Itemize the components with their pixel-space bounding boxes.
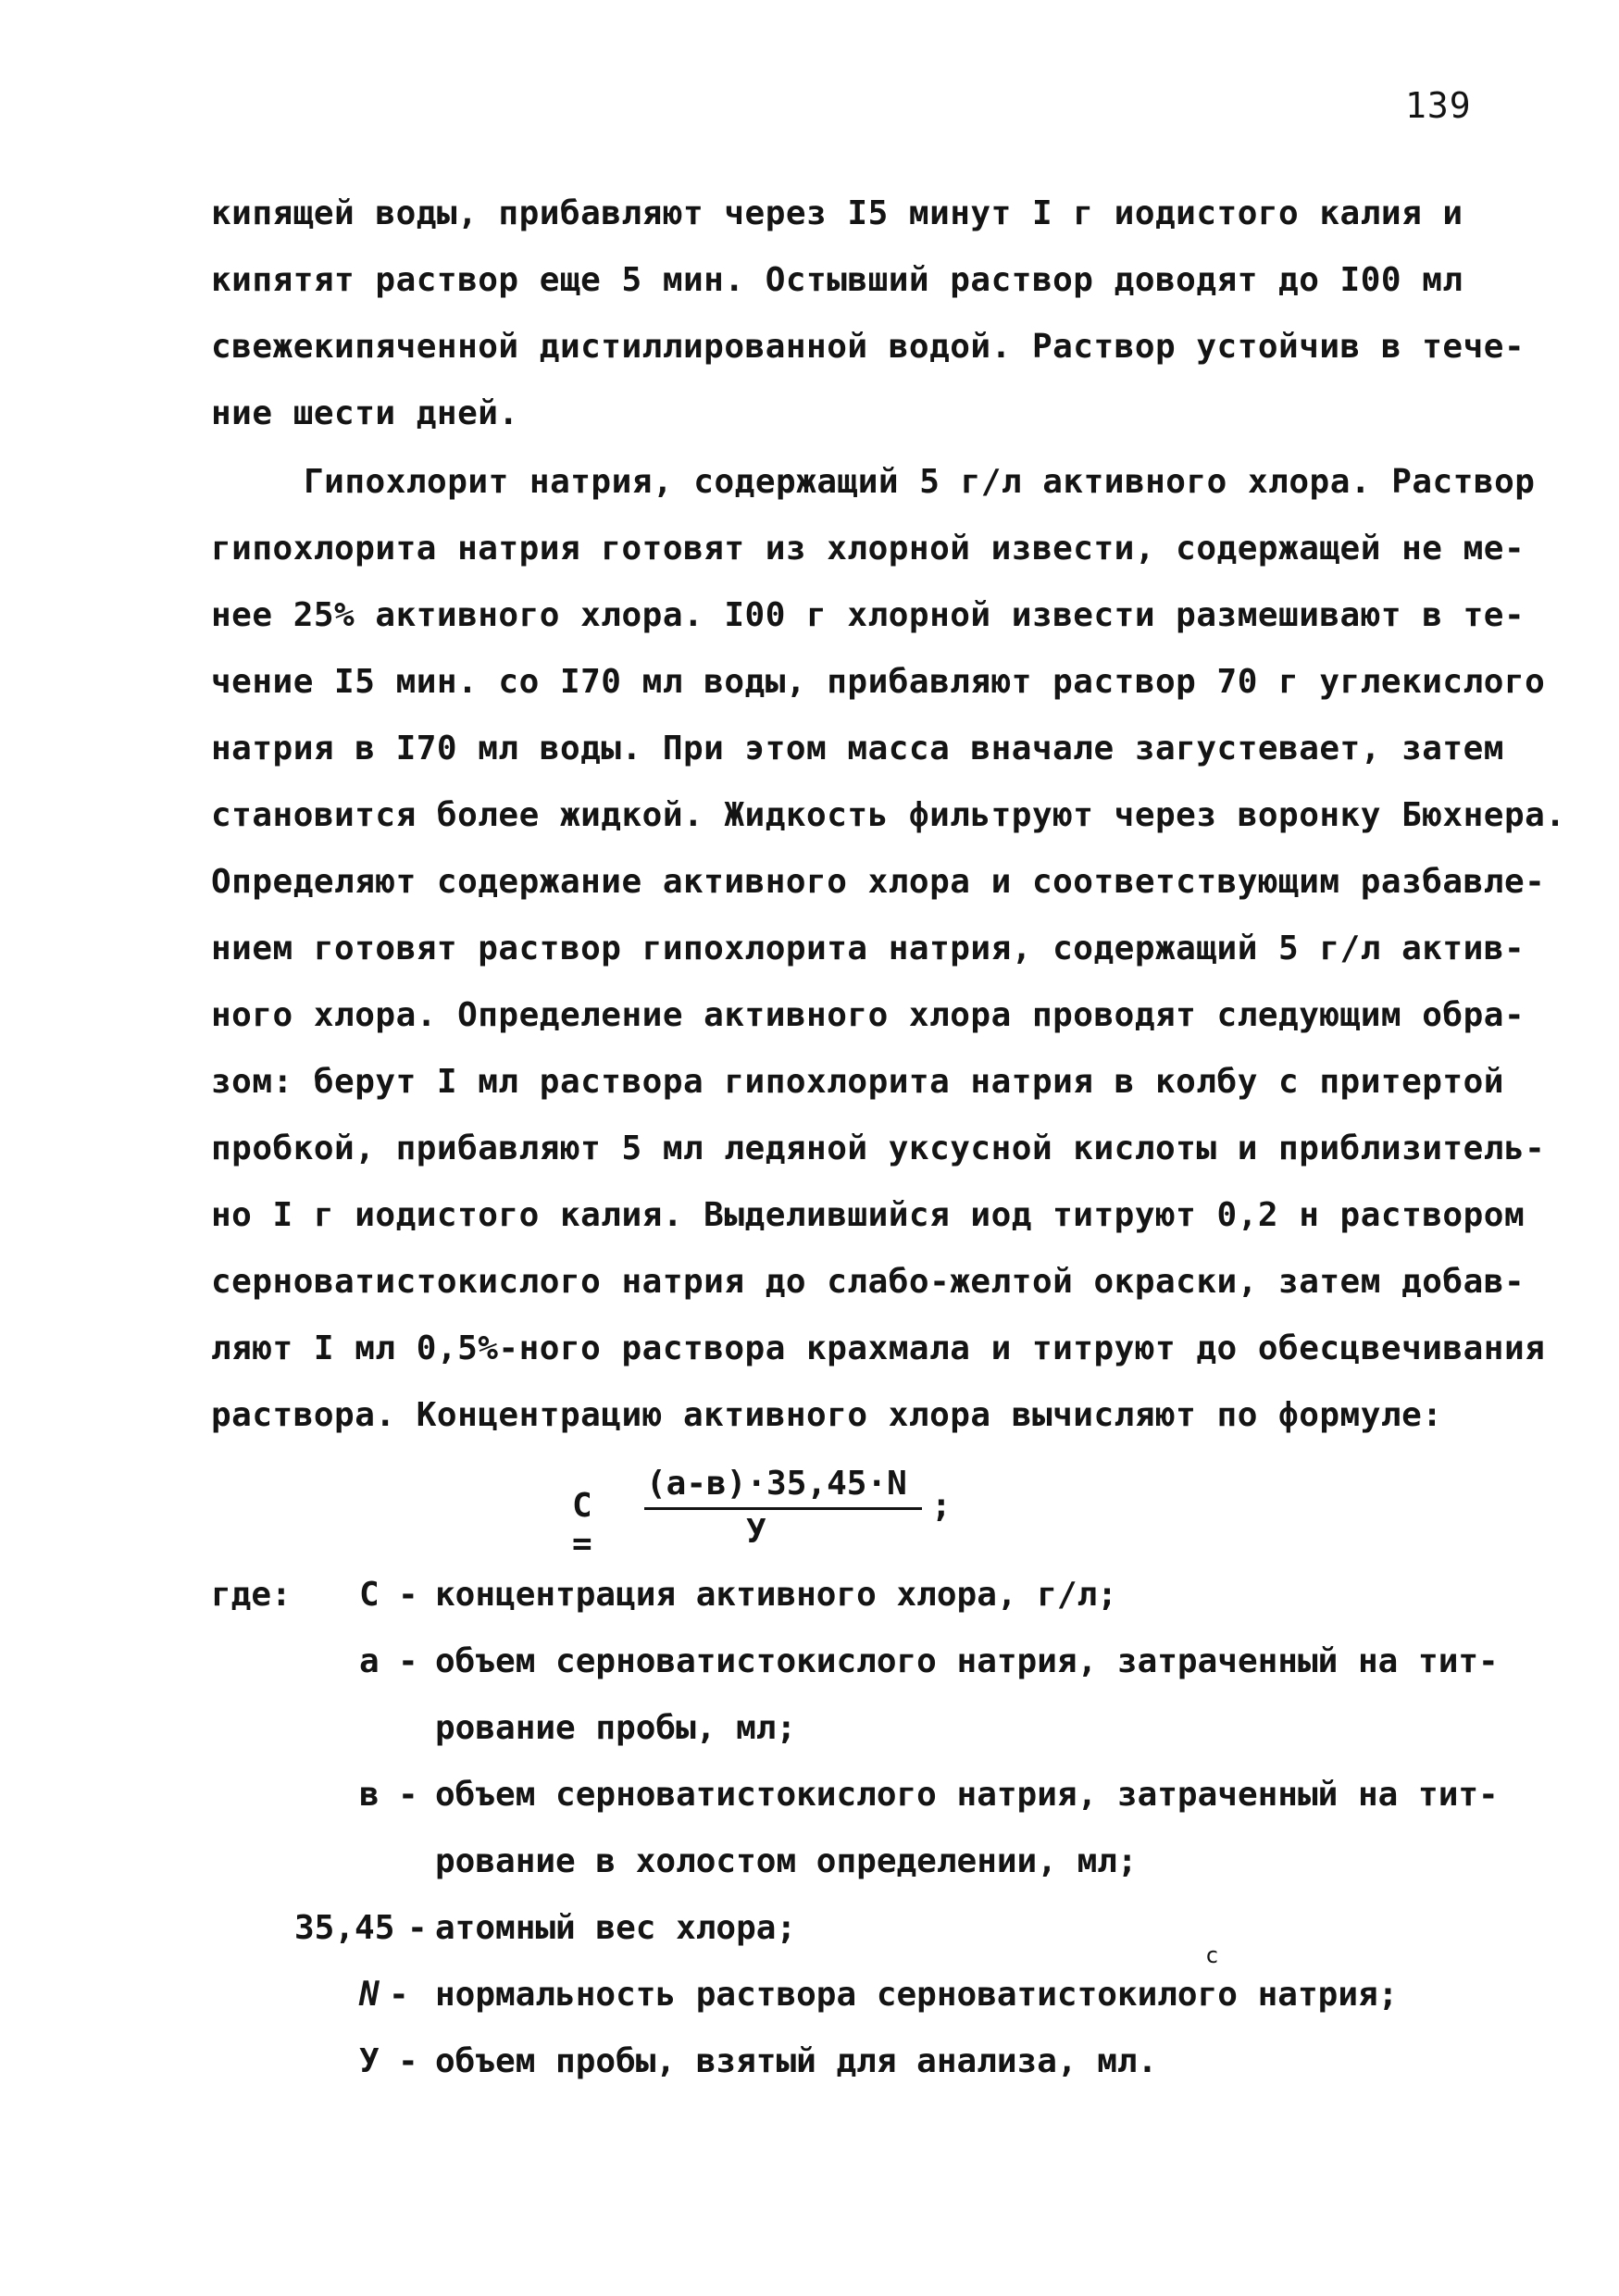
def-dash: -	[398, 2042, 418, 2080]
paragraph-line: натрия в I70 мл воды. При этом масса вначале загустевает, затем	[211, 730, 1504, 767]
paragraph-line: Гипохлорит натрия, содержащий 5 г/л активного хлора. Раствор	[304, 463, 1536, 501]
paragraph-line: ние шести дней.	[211, 394, 519, 432]
formula-lhs: С =	[572, 1487, 592, 1563]
paragraph-line: нее 25% активного хлора. I00 г хлорной извести размешивают в те-	[211, 596, 1526, 634]
def-symbol: С	[359, 1576, 380, 1614]
paragraph-line: свежекипяченной дистиллированной водой. Раствор устойчив в тече-	[211, 328, 1526, 366]
def-dash: -	[407, 1909, 428, 1947]
paragraph-line: нием готовят раствор гипохлорита натрия, содержащий 5 г/л актив-	[211, 930, 1526, 967]
formula-suffix: ;	[931, 1487, 952, 1525]
paragraph-line: гипохлорита натрия готовят из хлорной извести, содержащей не ме-	[211, 530, 1526, 568]
def-dash: -	[398, 1642, 418, 1680]
paragraph-line: кипящей воды, прибавляют через I5 минут I г иодистого калия и	[211, 194, 1463, 232]
paragraph-line: ного хлора. Определение активного хлора проводят следующим обра-	[211, 996, 1526, 1034]
paragraph-line: серноватистокислого натрия до слабо-желтой окраски, затем добав-	[211, 1263, 1526, 1301]
page-number: 139	[1405, 85, 1472, 126]
paragraph-line: становится более жидкой. Жидкость фильтруют через воронку Бюхнера.	[211, 796, 1566, 834]
def-dash: -	[389, 1976, 409, 2014]
def-symbol: в	[359, 1776, 380, 1814]
paragraph-line: раствора. Концентрацию активного хлора вычисляют по формуле:	[211, 1396, 1443, 1434]
correction-mark: с	[1205, 1942, 1219, 1968]
def-dash: -	[398, 1576, 418, 1614]
paragraph-line: пробкой, прибавляют 5 мл ледяной уксусной кислоты и приблизитель-	[211, 1129, 1546, 1167]
paragraph-line: Определяют содержание активного хлора и соответствующим разбавле-	[211, 863, 1546, 901]
where-label: где:	[211, 1576, 292, 1614]
def-text: атомный вес хлора;	[435, 1909, 797, 1947]
def-text: объем серноватистокислого натрия, затраченный на тит-	[435, 1642, 1499, 1680]
def-text: рование в холостом определении, мл;	[435, 1842, 1138, 1880]
def-symbol: N	[359, 1976, 380, 2014]
paragraph-line: ляют I мл 0,5%-ного раствора крахмала и титруют до обесцвечивания	[211, 1329, 1546, 1367]
def-text: рование пробы, мл;	[435, 1709, 797, 1747]
def-text: объем серноватистокислого натрия, затраченный на тит-	[435, 1776, 1499, 1814]
def-dash: -	[398, 1776, 418, 1814]
paragraph-line: но I г иодистого калия. Выделившийся иод титруют 0,2 н раствором	[211, 1196, 1526, 1234]
def-text: нормальность раствора серноватистокилого натрия;	[435, 1976, 1399, 2014]
def-text: объем пробы, взятый для анализа, мл.	[435, 2042, 1158, 2080]
def-text: концентрация активного хлора, г/л;	[435, 1576, 1117, 1614]
formula-denominator: У	[746, 1513, 766, 1551]
fraction-bar	[644, 1507, 922, 1510]
formula-numerator: (а-в)·35,45·N	[646, 1465, 907, 1503]
paragraph-line: зом: берут I мл раствора гипохлорита натрия в колбу с притертой	[211, 1063, 1504, 1101]
def-symbol: а	[359, 1642, 380, 1680]
def-symbol: 35,45	[294, 1909, 395, 1947]
paragraph-line: чение I5 мин. со I70 мл воды, прибавляют раствор 70 г углекислого	[211, 663, 1546, 701]
paragraph-line: кипятят раствор еще 5 мин. Остывший раствор доводят до I00 мл	[211, 261, 1463, 299]
def-symbol: У	[359, 2042, 380, 2080]
